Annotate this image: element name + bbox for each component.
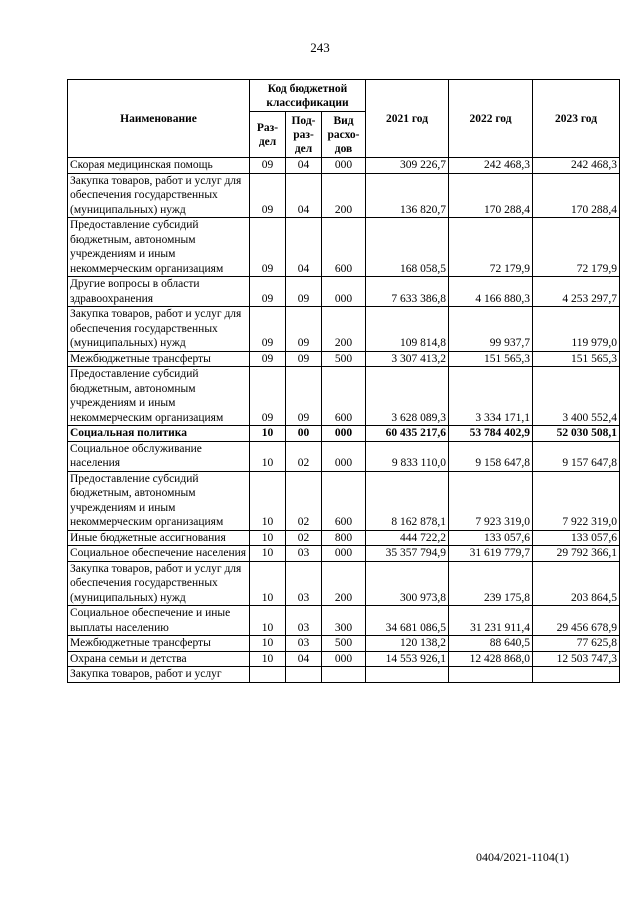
table-body [68,158,620,683]
row-section: 09 [250,158,286,174]
row-name: Охрана семьи и детства [68,651,250,667]
row-value-2022: 31 231 911,4 [449,606,533,636]
row-name: Другие вопросы в области здравоохранения [68,277,250,307]
table-row [68,351,620,367]
header-2022: 2022 год [449,80,533,158]
row-value-2021 [366,667,449,683]
row-value-2023: 77 625,8 [533,636,620,652]
row-value-2021: 109 814,8 [366,307,449,352]
table-row [68,277,620,307]
row-value-2021: 168 058,5 [366,218,449,277]
footer-code: 0404/2021-1104(1) [476,850,569,864]
row-value-2021: 136 820,7 [366,173,449,218]
row-section: 09 [250,367,286,426]
row-value-2023: 203 864,5 [533,561,620,606]
row-subsection: 04 [286,218,322,277]
row-name: Предоставление субсидий бюджетным, автономным учреждениям и иным некоммерческим организациям [68,471,250,530]
row-value-2023: 133 057,6 [533,530,620,546]
row-value-2023: 3 400 552,4 [533,367,620,426]
row-expense-type: 300 [322,606,366,636]
row-section: 10 [250,636,286,652]
row-section: 10 [250,561,286,606]
table-row [68,651,620,667]
row-expense-type: 500 [322,636,366,652]
row-subsection: 02 [286,530,322,546]
row-value-2022: 242 468,3 [449,158,533,174]
row-value-2023: 12 503 747,3 [533,651,620,667]
row-expense-type: 000 [322,426,366,442]
row-section: 10 [250,426,286,442]
header-expense-type: Вид расхо-дов [322,112,366,158]
row-value-2022: 170 288,4 [449,173,533,218]
row-expense-type: 200 [322,173,366,218]
budget-table [67,79,620,683]
row-expense-type [322,667,366,683]
header-section: Раз-дел [250,112,286,158]
row-value-2022: 4 166 880,3 [449,277,533,307]
row-section: 09 [250,351,286,367]
table-row [68,636,620,652]
row-name: Социальное обслуживание населения [68,441,250,471]
row-expense-type: 600 [322,471,366,530]
row-expense-type: 200 [322,307,366,352]
row-subsection: 02 [286,471,322,530]
row-subsection: 03 [286,546,322,562]
row-name: Закупка товаров, работ и услуг для обеспечения государственных (муниципальных) нужд [68,561,250,606]
row-subsection: 00 [286,426,322,442]
table-row [68,561,620,606]
row-expense-type: 500 [322,351,366,367]
row-value-2022: 72 179,9 [449,218,533,277]
table-row [68,530,620,546]
row-expense-type: 800 [322,530,366,546]
row-section: 10 [250,606,286,636]
row-value-2021: 3 307 413,2 [366,351,449,367]
table-row [68,546,620,562]
row-value-2023: 72 179,9 [533,218,620,277]
page-number: 243 [310,40,330,55]
row-subsection: 09 [286,307,322,352]
row-section: 09 [250,173,286,218]
row-name: Закупка товаров, работ и услуг для обеспечения государственных (муниципальных) нужд [68,307,250,352]
row-name: Скорая медицинская помощь [68,158,250,174]
table-row [68,471,620,530]
row-value-2023: 29 456 678,9 [533,606,620,636]
row-section: 10 [250,441,286,471]
row-section: 10 [250,530,286,546]
row-value-2023: 52 030 508,1 [533,426,620,442]
row-subsection: 09 [286,277,322,307]
row-name: Предоставление субсидий бюджетным, автономным учреждениям и иным некоммерческим организациям [68,367,250,426]
row-value-2022: 9 158 647,8 [449,441,533,471]
row-value-2022: 151 565,3 [449,351,533,367]
row-subsection: 02 [286,441,322,471]
table-row [68,307,620,352]
row-value-2022: 7 923 319,0 [449,471,533,530]
row-value-2021: 34 681 086,5 [366,606,449,636]
row-expense-type: 000 [322,651,366,667]
row-value-2021: 35 357 794,9 [366,546,449,562]
row-expense-type: 000 [322,158,366,174]
header-subsection: Под-раз-дел [286,112,322,158]
row-name: Закупка товаров, работ и услуг для обеспечения государственных (муниципальных) нужд [68,173,250,218]
row-subsection: 09 [286,367,322,426]
table-row [68,158,620,174]
row-value-2021: 7 633 386,8 [366,277,449,307]
row-expense-type: 000 [322,546,366,562]
row-name: Социальная политика [68,426,250,442]
row-value-2022 [449,667,533,683]
header-2023: 2023 год [533,80,620,158]
row-subsection: 03 [286,606,322,636]
row-value-2023: 170 288,4 [533,173,620,218]
row-section: 10 [250,471,286,530]
row-value-2021: 9 833 110,0 [366,441,449,471]
row-value-2023: 151 565,3 [533,351,620,367]
row-name: Социальное обеспечение и иные выплаты населению [68,606,250,636]
row-name: Иные бюджетные ассигнования [68,530,250,546]
row-value-2022: 239 175,8 [449,561,533,606]
row-section: 09 [250,218,286,277]
row-value-2023: 29 792 366,1 [533,546,620,562]
row-value-2023: 9 157 647,8 [533,441,620,471]
row-value-2023: 7 922 319,0 [533,471,620,530]
row-expense-type: 000 [322,441,366,471]
table-row [68,441,620,471]
row-value-2022: 133 057,6 [449,530,533,546]
table-row [68,173,620,218]
row-section: 10 [250,546,286,562]
row-name: Межбюджетные трансферты [68,351,250,367]
header-budget-code: Код бюджетной классификации [250,80,366,112]
row-value-2022: 31 619 779,7 [449,546,533,562]
row-value-2022: 3 334 171,1 [449,367,533,426]
row-value-2021: 309 226,7 [366,158,449,174]
row-expense-type: 200 [322,561,366,606]
row-value-2023: 119 979,0 [533,307,620,352]
row-subsection: 03 [286,561,322,606]
row-subsection [286,667,322,683]
row-expense-type: 600 [322,218,366,277]
row-value-2023: 242 468,3 [533,158,620,174]
row-value-2023: 4 253 297,7 [533,277,620,307]
row-value-2021: 60 435 217,6 [366,426,449,442]
row-subsection: 03 [286,636,322,652]
row-section: 10 [250,651,286,667]
row-value-2021: 120 138,2 [366,636,449,652]
row-value-2021: 300 973,8 [366,561,449,606]
table-row [68,426,620,442]
row-name: Межбюджетные трансферты [68,636,250,652]
row-value-2021: 3 628 089,3 [366,367,449,426]
table-row [68,367,620,426]
row-subsection: 04 [286,651,322,667]
row-section: 09 [250,307,286,352]
row-subsection: 04 [286,173,322,218]
row-expense-type: 000 [322,277,366,307]
table-row [68,218,620,277]
row-subsection: 09 [286,351,322,367]
row-name: Предоставление субсидий бюджетным, автономным учреждениям и иным некоммерческим организациям [68,218,250,277]
row-section [250,667,286,683]
row-value-2022: 12 428 868,0 [449,651,533,667]
row-expense-type: 600 [322,367,366,426]
table-row [68,667,620,683]
row-value-2022: 99 937,7 [449,307,533,352]
row-value-2022: 53 784 402,9 [449,426,533,442]
row-value-2021: 8 162 878,1 [366,471,449,530]
row-subsection: 04 [286,158,322,174]
row-value-2022: 88 640,5 [449,636,533,652]
row-value-2021: 14 553 926,1 [366,651,449,667]
row-name: Закупка товаров, работ и услуг [68,667,250,683]
header-name: Наименование [68,80,250,158]
row-section: 09 [250,277,286,307]
row-name: Социальное обеспечение населения [68,546,250,562]
row-value-2021: 444 722,2 [366,530,449,546]
table-row [68,606,620,636]
row-value-2023 [533,667,620,683]
header-2021: 2021 год [366,80,449,158]
